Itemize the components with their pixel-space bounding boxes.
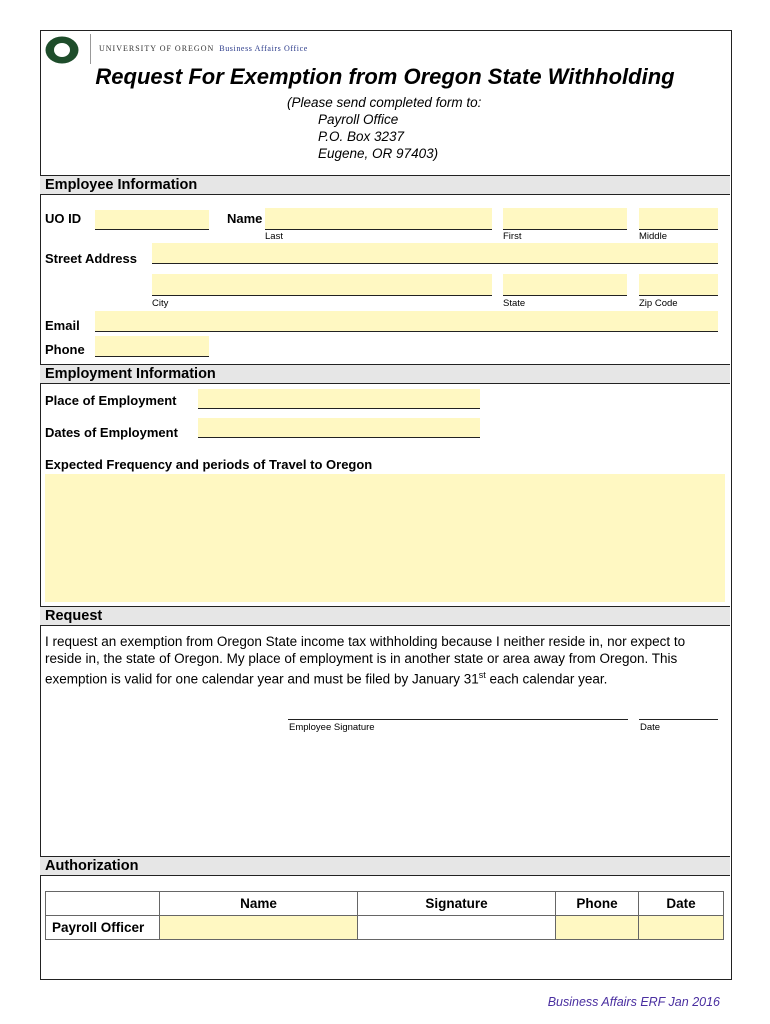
table-row (46, 916, 724, 940)
send-to-line-1: (Please send completed form to: (287, 95, 482, 110)
last-name-field[interactable] (265, 208, 492, 230)
employee-signature-line[interactable] (288, 705, 628, 720)
street-address-label: Street Address (45, 251, 137, 266)
column-header-name: Name (160, 892, 358, 916)
request-section-title: Request (45, 608, 103, 624)
payroll-officer-label: Payroll Officer (46, 916, 160, 940)
footer-text: Business Affairs ERF Jan 2016 (547, 995, 720, 1009)
payroll-officer-signature-field[interactable] (358, 916, 556, 940)
employee-section-title: Employee Information (45, 177, 198, 193)
middle-name-field[interactable] (639, 208, 718, 230)
name-label: Name (227, 211, 263, 226)
column-header-signature: Signature (358, 892, 556, 916)
logo-divider (90, 34, 91, 64)
middle-caption: Middle (639, 231, 667, 242)
request-text-end: each calendar year. (485, 671, 608, 687)
send-to-line-4: Eugene, OR 97403) (318, 146, 439, 161)
authorization-table (45, 891, 724, 940)
payroll-officer-phone-field[interactable] (556, 916, 639, 940)
signature-date-line[interactable] (639, 705, 718, 720)
send-to-line-2: Payroll Office (318, 112, 399, 127)
request-section-header (40, 606, 730, 626)
authorization-section-header (40, 856, 730, 876)
first-name-field[interactable] (503, 208, 627, 230)
authorization-section-title: Authorization (45, 858, 139, 874)
table-header-row (46, 892, 724, 916)
header-brand (99, 44, 308, 53)
payroll-officer-name-field[interactable] (160, 916, 358, 940)
column-header-date: Date (639, 892, 724, 916)
phone-label: Phone (45, 342, 85, 357)
state-caption: State (503, 298, 526, 309)
place-of-employment-label: Place of Employment (45, 393, 177, 408)
uo-logo-icon (44, 35, 80, 65)
phone-field[interactable] (95, 336, 209, 357)
street-address-field[interactable] (152, 243, 718, 264)
email-field[interactable] (95, 311, 718, 332)
zip-code-field[interactable] (639, 274, 718, 296)
send-to-line-3: P.O. Box 3237 (318, 129, 405, 144)
uo-id-field[interactable] (95, 210, 209, 230)
city-caption: City (152, 298, 169, 309)
employee-signature-caption: Employee Signature (289, 722, 375, 733)
column-header-phone: Phone (556, 892, 639, 916)
email-label: Email (45, 318, 80, 333)
request-text-main: I request an exemption from Oregon State income tax withholding because I neither reside in, nor expect to reside in, the state of Oregon. My place of employment is in another state or area away from Oregon. This exemption is valid for one calendar year and must be filed by January 31 (45, 634, 686, 687)
signature-date-caption: Date (640, 722, 661, 733)
dates-of-employment-label: Dates of Employment (45, 425, 178, 440)
first-caption: First (503, 231, 522, 242)
zip-caption: Zip Code (639, 298, 678, 309)
university-name: UNIVERSITY OF OREGON (99, 44, 215, 53)
request-text-superscript: st (478, 670, 486, 680)
page-title: Request For Exemption from Oregon State Withholding (95, 64, 675, 89)
travel-textarea[interactable] (45, 474, 725, 602)
dates-of-employment-field[interactable] (198, 418, 480, 438)
state-field[interactable] (503, 274, 627, 296)
city-field[interactable] (152, 274, 492, 296)
employment-section-header (40, 364, 730, 384)
place-of-employment-field[interactable] (198, 389, 480, 409)
employee-section-header (40, 175, 730, 195)
uo-id-label: UO ID (45, 211, 82, 226)
table-header-blank (46, 892, 160, 916)
employment-section-title: Employment Information (45, 366, 216, 382)
request-text (45, 633, 725, 688)
last-caption: Last (265, 231, 283, 242)
office-name: Business Affairs Office (219, 44, 308, 53)
payroll-officer-date-field[interactable] (639, 916, 724, 940)
travel-label: Expected Frequency and periods of Travel to Oregon (45, 457, 373, 472)
